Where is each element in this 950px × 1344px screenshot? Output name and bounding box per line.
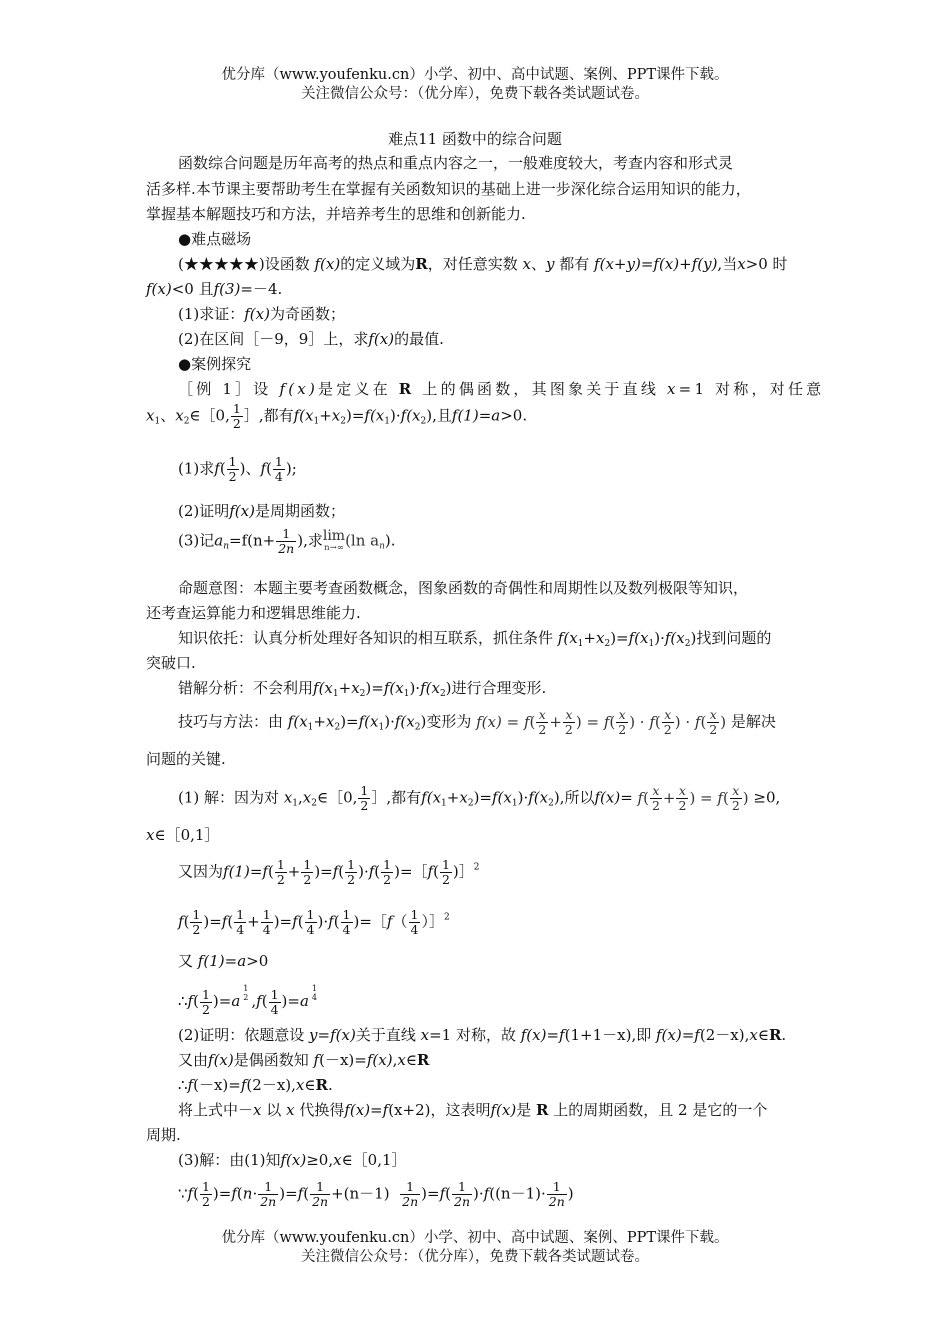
knowledge-line-1: 知识依托：认真分析处理好各知识的相互联系，抓住条件 $f(x_1+x_2)=f(x_1)\cdot f(x_2)$找到问题的 [178, 629, 772, 649]
solution-3-line-2: ∵f( $\frac{1}{2}$ )=f(n· $\frac{1}{2n}$ )=f( $\frac{1}{2n}$ +(n－1) $\frac{1}{2n}$ )=f( $\frac{1}{2n}$ )·f((n－1)· $\frac{1}{2n}$ ) [178, 1179, 574, 1209]
error-analysis: 错解分析：不会利用$f(x_1+x_2)=f(x_1)\cdot f(x_2)$进行合理变形. [178, 679, 547, 699]
fraction-one-over-2n: $\frac{1}{2n}$ [278, 526, 295, 556]
problem-statement-line-1: (★★★★★)设函数 f(x)的定义域为R，对任意实数 x、y 都有 f(x+y)=f(x)+f(y),当x>0 时 [178, 255, 788, 273]
header-line-2: 关注微信公众号：（优分库），免费下载各类试题试卷。 [301, 86, 649, 102]
proof-2-line-1: (2)证明：依题意设 y=f(x)关于直线 x=1 对称，故 f(x)=f(1+1－x),即 f(x)=f(2－x),x∈R. [178, 1026, 787, 1044]
solution-1-a-positive: 又 f(1)=a>0 [178, 952, 269, 970]
footer-line-2: 关注微信公众号：（优分库），免费下载各类试题试卷。 [301, 1249, 649, 1265]
problem-part-1: (1)求证：f(x)为奇函数； [178, 305, 345, 323]
page-title: 难点11 函数中的综合问题 [388, 130, 562, 148]
page-header [0, 66, 950, 104]
limit-notation: lim n→∞ [322, 527, 346, 553]
problem-part-2: (2)在区间［－9，9］上，求f(x)的最值. [178, 330, 444, 348]
page-footer [0, 1229, 950, 1267]
section-heading-cases: ●案例探究 [178, 355, 252, 373]
example-1-line-1: ［例 1］设 f(x)是定义在 R 上的偶函数，其图象关于直线 x=1 对称，对任意 [178, 380, 825, 398]
example-1-line-2: $x_1$、$x_2\in[0$, $\frac{1}{2}$ ］,都有$f(x_1+x_2)=f(x_1)\cdot f(x_2)$,且f(1)=a>0. [146, 401, 528, 431]
solution-1-line-1: (1) 解：因为对 $x_1,x_2\in[0$, $\frac{1}{2}$ ］,都有$f(x_1+x_2)=f(x_1)\cdot f(x_2)$,所以f(x)= f( $\frac{x}{2}$ + $\frac{x}{2}$ ) = f( $\frac{x}{2}$ ) ≥0, [178, 783, 781, 813]
technique-line-1: 技巧与方法：由 $f(x_1+x_2)=f(x_1)\cdot f(x_2)$变形为 f(x) = f( $\frac{x}{2}$ + $\frac{x}{2}$ ) = f( $\frac{x}{2}$ ) · f( $\frac{x}{2}$ ) · f( $\frac{x}{2}$ ) 是解决 [178, 707, 776, 737]
problem-statement-line-2: f(x)<0 且f(3)=－4. [146, 280, 283, 298]
technique-line-2: 问题的关键. [146, 750, 226, 768]
intro-line-3: 掌握基本解题技巧和方法，并培养考生的思维和创新能力. [146, 205, 526, 223]
question-1: (1)求f( $\frac{1}{2}$ )、f( $\frac{1}{4}$ ); [178, 454, 297, 484]
proof-2-line-2: 又由f(x)是偶函数知 f(－x)=f(x),x∈R [178, 1051, 430, 1069]
solution-3-line-1: (3)解：由(1)知f(x)≥0,x∈［0,1］ [178, 1151, 407, 1169]
fraction-one-half: $\frac{1}{2}$ [228, 454, 237, 484]
knowledge-line-2: 突破口. [146, 654, 196, 672]
fraction-one-half: $\frac{1}{2}$ [232, 401, 241, 431]
question-3: (3)记$a_n=f(n+$ $\frac{1}{2n}$ ),求 lim n→∞ (ln $a_n$). [178, 526, 396, 556]
section-heading-difficulty: ●难点磁场 [178, 230, 252, 248]
intent-line-1: 命题意图：本题主要考查函数概念，图象函数的奇偶性和周期性以及数列极限等知识， [178, 579, 749, 597]
solution-1-result: ∴f( $\frac{1}{2}$ )=a 1 2 ,f( $\frac{1}{4}$ )=a 1 4 [178, 984, 318, 1017]
fraction-one-quarter: $\frac{1}{4}$ [274, 454, 283, 484]
header-line-1: 优分库（www.youfenku.cn）小学、初中、高中试题、案例、PPT课件下载。 [221, 67, 729, 83]
footer-line-1: 优分库（www.youfenku.cn）小学、初中、高中试题、案例、PPT课件下载。 [221, 1230, 729, 1246]
intro-line-1: 函数综合问题是历年高考的热点和重点内容之一，一般难度较大，考查内容和形式灵 [178, 154, 734, 172]
question-2: (2)证明f(x)是周期函数； [178, 502, 345, 520]
proof-2-line-5: 周期. [146, 1126, 181, 1144]
technique-formula: f(x) = f( $\frac{x}{2}$ + $\frac{x}{2}$ ) = f( $\frac{x}{2}$ ) · f( $\frac{x}{2}$ ) · f( $\frac{x}{2}$ ) [476, 707, 727, 737]
intent-line-2: 还考查运算能力和逻辑思维能力. [146, 604, 361, 622]
solution-1-f1: 又因为f(1)=f( $\frac{1}{2}$ + $\frac{1}{2}$ )=f( $\frac{1}{2}$ )·f( $\frac{1}{2}$ )=［f( $\frac{1}{2}$ )］$^2$ [178, 857, 480, 887]
solution-1-f-half: f( $\frac{1}{2}$ )=f( $\frac{1}{4}$ + $\frac{1}{4}$ )=f( $\frac{1}{4}$ )·f( $\frac{1}{4}$ )=［f（ $\frac{1}{4}$ ）］$^2$ [178, 907, 450, 937]
solution-1-line-2: x∈［0,1］ [146, 826, 220, 844]
proof-2-line-3: ∴f(－x)=f(2－x),x∈R. [178, 1076, 333, 1094]
proof-2-line-4: 将上式中－x 以 x 代换得f(x)=f(x+2)，这表明f(x)是 R 上的周期函数，且 2 是它的一个 [178, 1101, 768, 1119]
intro-line-2: 活多样.本节课主要帮助考生在掌握有关函数知识的基础上进一步深化综合运用知识的能力， [146, 180, 751, 198]
